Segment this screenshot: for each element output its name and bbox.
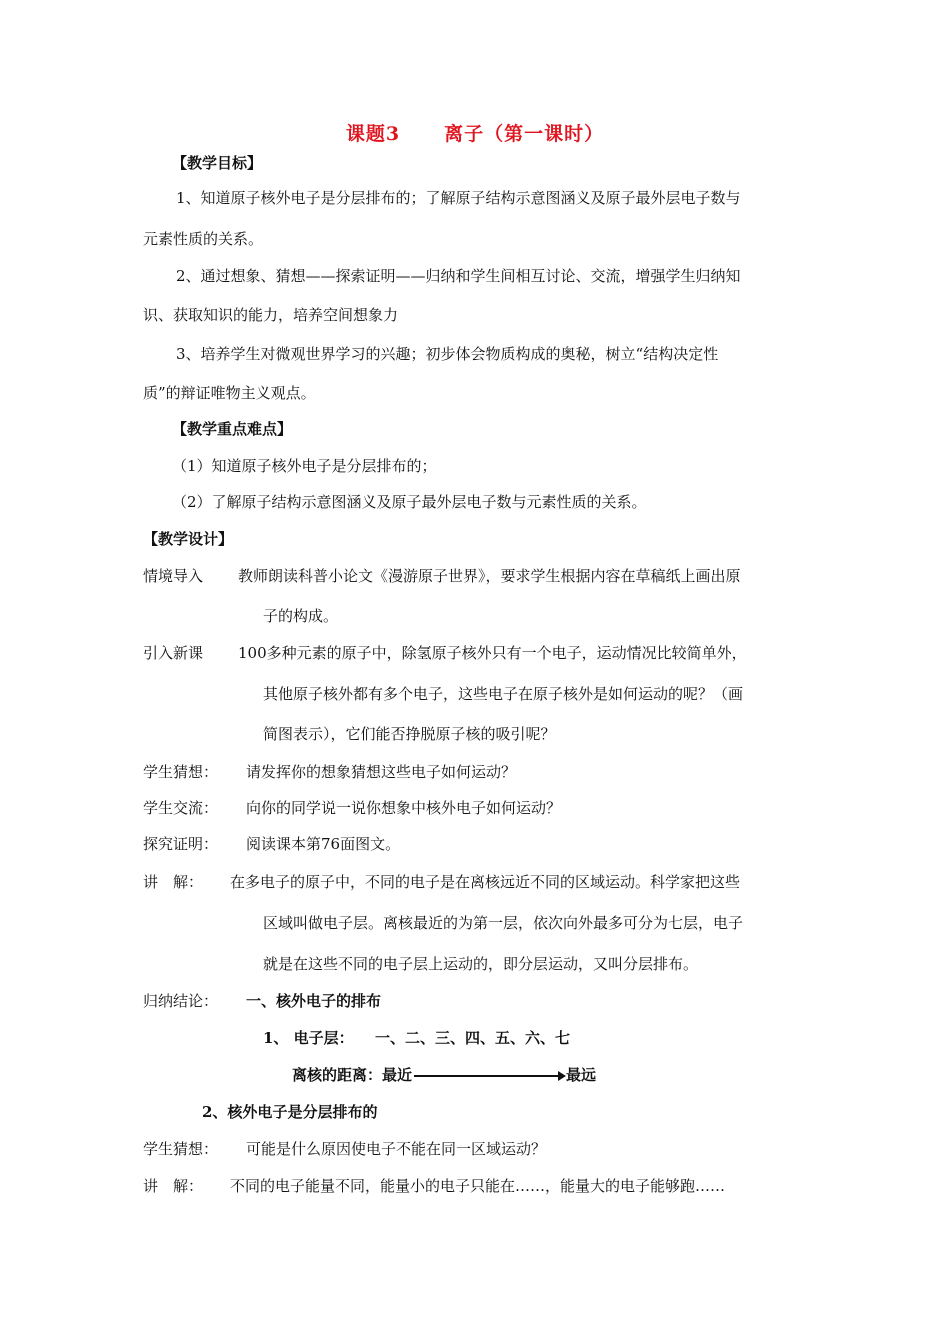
shell-label: 1、 电子层：	[263, 1029, 354, 1047]
goal-3-line-2: 质”的辩证唯物主义观点。	[143, 384, 316, 402]
distance-row	[292, 1065, 596, 1085]
goal-1-line-2: 元素性质的关系。	[143, 230, 264, 248]
distance-label: 离核的距离：最近	[292, 1066, 413, 1084]
explain-text-2: 区域叫做电子层。离核最近的为第一层，依次向外最多可分为七层，电子	[263, 914, 744, 932]
explain2-text: 不同的电子能量不同，能量小的电子只能在……，能量大的电子能够跑……	[230, 1177, 726, 1195]
title-lesson-number: 课题3	[345, 123, 401, 145]
goal-2-line-2: 识、获取知识的能力，培养空间想象力	[143, 306, 399, 324]
talk-text: 向你的同学说一说你想象中核外电子如何运动？	[246, 799, 562, 817]
guess-label: 学生猜想：	[143, 763, 219, 781]
summary-label: 归纳结论：	[143, 992, 219, 1010]
keypoints-heading: 【教学重点难点】	[172, 420, 293, 438]
goal-1-line-1: 1、知道原子核外电子是分层排布的；了解原子结构示意图涵义及原子最外层电子数与	[176, 189, 741, 207]
summary-heading: 一、核外电子的排布	[246, 992, 382, 1010]
keypoint-2: （2）了解原子结构示意图涵义及原子最外层电子数与元素性质的关系。	[172, 493, 647, 511]
title-lesson-name: 离子（第一课时）	[444, 123, 605, 145]
new-lesson-text-3: 简图表示），它们能否挣脱原子核的吸引呢？	[263, 725, 556, 743]
talk-label: 学生交流：	[143, 799, 219, 817]
new-lesson-text-2: 其他原子核外都有多个电子，这些电子在原子核外是如何运动的呢？（画	[263, 685, 744, 703]
new-lesson-label: 引入新课	[143, 644, 204, 662]
distance-arrow-icon	[414, 1075, 564, 1077]
intro-text-2: 子的构成。	[263, 607, 339, 625]
distance-far: 最远	[566, 1066, 597, 1084]
guess2-label: 学生猜想：	[143, 1140, 219, 1158]
explain-label: 讲 解：	[143, 873, 204, 891]
keypoint-1: （1）知道原子核外电子是分层排布的；	[172, 457, 437, 475]
goal-3-line-1: 3、培养学生对微观世界学习的兴趣；初步体会物质构成的奥秘，树立“结构决定性	[176, 345, 719, 363]
guess-text: 请发挥你的想象猜想这些电子如何运动？	[246, 763, 517, 781]
shell-values: 一、二、三、四、五、六、七	[375, 1029, 571, 1047]
explain2-label: 讲 解：	[143, 1177, 204, 1195]
goal-2-line-1: 2、通过想象、猜想——探索证明——归纳和学生间相互讨论、交流，增强学生归纳知	[176, 267, 741, 285]
proof-text: 阅读课本第76面图文。	[246, 835, 401, 853]
proof-label: 探究证明：	[143, 835, 219, 853]
layered-heading: 2、核外电子是分层排布的	[202, 1103, 378, 1121]
new-lesson-text-1: 100多种元素的原子中，除氢原子核外只有一个电子，运动情况比较简单外，	[238, 644, 747, 662]
goals-heading: 【教学目标】	[172, 154, 263, 172]
design-heading: 【教学设计】	[143, 530, 234, 548]
explain-text-3: 就是在这些不同的电子层上运动的，即分层运动，又叫分层排布。	[263, 955, 699, 973]
explain-text-1: 在多电子的原子中，不同的电子是在离核远近不同的区域运动。科学家把这些	[230, 873, 741, 891]
intro-text-1: 教师朗读科普小论文《漫游原子世界》，要求学生根据内容在草稿纸上画出原	[238, 567, 741, 585]
page-title	[0, 124, 950, 144]
guess2-text: 可能是什么原因使电子不能在同一区域运动？	[246, 1140, 547, 1158]
intro-label: 情境导入	[143, 567, 204, 585]
